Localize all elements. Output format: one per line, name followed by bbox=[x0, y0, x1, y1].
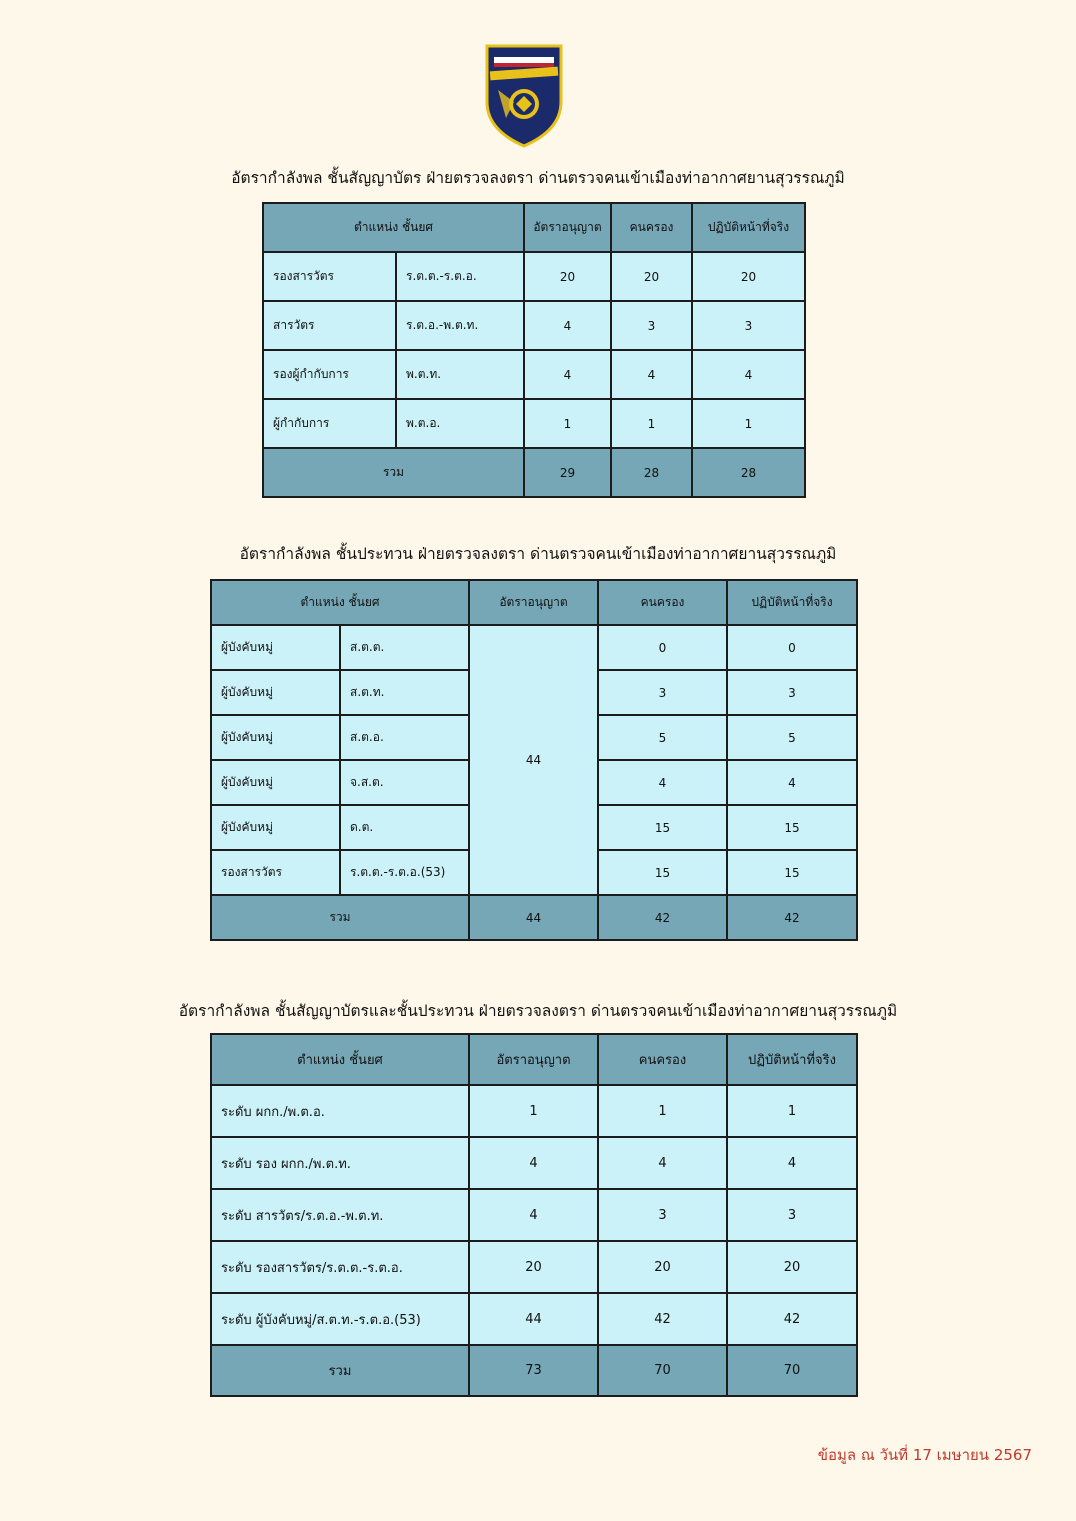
header-occupied: คนครอง bbox=[611, 203, 692, 252]
immigration-bureau-logo bbox=[484, 42, 564, 148]
rank-cell: ส.ต.ต. bbox=[340, 625, 469, 670]
occupied-cell: 1 bbox=[611, 399, 692, 448]
occupied-cell: 20 bbox=[598, 1241, 727, 1293]
rank-cell: ด.ต. bbox=[340, 805, 469, 850]
table-row bbox=[211, 1137, 857, 1189]
header-position-rank: ตำแหน่ง ชั้นยศ bbox=[211, 580, 469, 625]
table-row bbox=[211, 1085, 857, 1137]
total-authorized: 29 bbox=[524, 448, 611, 497]
actual-cell: 15 bbox=[727, 850, 857, 895]
table-row bbox=[211, 1241, 857, 1293]
table-row bbox=[211, 625, 857, 670]
actual-cell: 4 bbox=[727, 760, 857, 805]
authorized-merged-cell: 44 bbox=[469, 625, 598, 895]
position-cell: ผู้บังคับหมู่ bbox=[211, 760, 340, 805]
rank-cell: พ.ต.ท. bbox=[396, 350, 524, 399]
authorized-cell: 4 bbox=[469, 1189, 598, 1241]
rank-cell: ร.ต.ต.-ร.ต.อ. bbox=[396, 252, 524, 301]
header-authorized: อัตราอนุญาต bbox=[469, 580, 598, 625]
actual-cell: 3 bbox=[692, 301, 805, 350]
position-cell: รองผู้กำกับการ bbox=[263, 350, 396, 399]
actual-cell: 0 bbox=[727, 625, 857, 670]
occupied-cell: 4 bbox=[598, 1137, 727, 1189]
header-authorized: อัตราอนุญาต bbox=[469, 1034, 598, 1085]
rank-cell: พ.ต.อ. bbox=[396, 399, 524, 448]
data-date-note: ข้อมูล ณ วันที่ 17 เมษายน 2567 bbox=[817, 1446, 1032, 1464]
position-cell: ผู้บังคับหมู่ bbox=[211, 625, 340, 670]
occupied-cell: 3 bbox=[611, 301, 692, 350]
actual-cell: 3 bbox=[727, 670, 857, 715]
table-row bbox=[211, 1189, 857, 1241]
level-cell: ระดับ ผู้บังคับหมู่/ส.ต.ท.-ร.ต.อ.(53) bbox=[211, 1293, 469, 1345]
authorized-cell: 20 bbox=[524, 252, 611, 301]
actual-cell: 1 bbox=[692, 399, 805, 448]
header-actual: ปฏิบัติหน้าที่จริง bbox=[692, 203, 805, 252]
total-row bbox=[211, 895, 857, 940]
total-authorized: 44 bbox=[469, 895, 598, 940]
header-actual: ปฏิบัติหน้าที่จริง bbox=[727, 580, 857, 625]
total-occupied: 42 bbox=[598, 895, 727, 940]
total-label: รวม bbox=[211, 895, 469, 940]
level-cell: ระดับ รอง ผกก./พ.ต.ท. bbox=[211, 1137, 469, 1189]
occupied-cell: 3 bbox=[598, 670, 727, 715]
authorized-cell: 1 bbox=[524, 399, 611, 448]
table-row bbox=[263, 350, 805, 399]
total-actual: 42 bbox=[727, 895, 857, 940]
actual-cell: 1 bbox=[727, 1085, 857, 1137]
table2-title: อัตรากำลังพล ชั้นประทวน ฝ่ายตรวจลงตรา ด่านตรวจคนเข้าเมืองท่าอากาศยานสุวรรณภูมิ bbox=[239, 545, 837, 563]
level-cell: ระดับ สารวัตร/ร.ต.อ.-พ.ต.ท. bbox=[211, 1189, 469, 1241]
level-cell: ระดับ รองสารวัตร/ร.ต.ต.-ร.ต.อ. bbox=[211, 1241, 469, 1293]
rank-cell: ส.ต.ท. bbox=[340, 670, 469, 715]
actual-cell: 42 bbox=[727, 1293, 857, 1345]
authorized-cell: 1 bbox=[469, 1085, 598, 1137]
level-cell: ระดับ ผกก./พ.ต.อ. bbox=[211, 1085, 469, 1137]
total-label: รวม bbox=[211, 1345, 469, 1396]
actual-cell: 4 bbox=[692, 350, 805, 399]
rank-cell: ร.ต.ต.-ร.ต.อ.(53) bbox=[340, 850, 469, 895]
table-row bbox=[263, 252, 805, 301]
position-cell: ผู้บังคับหมู่ bbox=[211, 670, 340, 715]
occupied-cell: 3 bbox=[598, 1189, 727, 1241]
noncommissioned-officers-table bbox=[210, 579, 858, 941]
total-occupied: 70 bbox=[598, 1345, 727, 1396]
occupied-cell: 42 bbox=[598, 1293, 727, 1345]
table3-title: อัตรากำลังพล ชั้นสัญญาบัตรและชั้นประทวน ฝ่ายตรวจลงตรา ด่านตรวจคนเข้าเมืองท่าอากาศยานสุวรรณภูมิ bbox=[178, 1002, 898, 1020]
table-row bbox=[211, 1293, 857, 1345]
occupied-cell: 1 bbox=[598, 1085, 727, 1137]
total-row bbox=[263, 448, 805, 497]
actual-cell: 4 bbox=[727, 1137, 857, 1189]
total-row bbox=[211, 1345, 857, 1396]
occupied-cell: 15 bbox=[598, 850, 727, 895]
position-cell: ผู้บังคับหมู่ bbox=[211, 715, 340, 760]
rank-cell: ส.ต.อ. bbox=[340, 715, 469, 760]
position-cell: รองสารวัตร bbox=[211, 850, 340, 895]
header-occupied: คนครอง bbox=[598, 1034, 727, 1085]
rank-cell: จ.ส.ต. bbox=[340, 760, 469, 805]
actual-cell: 20 bbox=[727, 1241, 857, 1293]
header-position-rank: ตำแหน่ง ชั้นยศ bbox=[263, 203, 524, 252]
position-cell: ผู้บังคับหมู่ bbox=[211, 805, 340, 850]
occupied-cell: 20 bbox=[611, 252, 692, 301]
actual-cell: 3 bbox=[727, 1189, 857, 1241]
actual-cell: 5 bbox=[727, 715, 857, 760]
table-row bbox=[263, 301, 805, 350]
position-cell: ผู้กำกับการ bbox=[263, 399, 396, 448]
actual-cell: 15 bbox=[727, 805, 857, 850]
occupied-cell: 15 bbox=[598, 805, 727, 850]
authorized-cell: 44 bbox=[469, 1293, 598, 1345]
authorized-cell: 4 bbox=[469, 1137, 598, 1189]
total-actual: 70 bbox=[727, 1345, 857, 1396]
total-label: รวม bbox=[263, 448, 524, 497]
occupied-cell: 5 bbox=[598, 715, 727, 760]
rank-cell: ร.ต.อ.-พ.ต.ท. bbox=[396, 301, 524, 350]
actual-cell: 20 bbox=[692, 252, 805, 301]
position-cell: สารวัตร bbox=[263, 301, 396, 350]
table1-title: อัตรากำลังพล ชั้นสัญญาบัตร ฝ่ายตรวจลงตรา ด่านตรวจคนเข้าเมืองท่าอากาศยานสุวรรณภูมิ bbox=[231, 169, 845, 187]
combined-officers-table bbox=[210, 1033, 858, 1397]
header-occupied: คนครอง bbox=[598, 580, 727, 625]
sworn-officers-table bbox=[262, 202, 806, 498]
total-actual: 28 bbox=[692, 448, 805, 497]
header-position-rank: ตำแหน่ง ชั้นยศ bbox=[211, 1034, 469, 1085]
header-authorized: อัตราอนุญาต bbox=[524, 203, 611, 252]
authorized-cell: 4 bbox=[524, 301, 611, 350]
occupied-cell: 0 bbox=[598, 625, 727, 670]
authorized-cell: 4 bbox=[524, 350, 611, 399]
occupied-cell: 4 bbox=[611, 350, 692, 399]
total-authorized: 73 bbox=[469, 1345, 598, 1396]
authorized-cell: 20 bbox=[469, 1241, 598, 1293]
header-actual: ปฏิบัติหน้าที่จริง bbox=[727, 1034, 857, 1085]
table-row bbox=[263, 399, 805, 448]
occupied-cell: 4 bbox=[598, 760, 727, 805]
total-occupied: 28 bbox=[611, 448, 692, 497]
position-cell: รองสารวัตร bbox=[263, 252, 396, 301]
